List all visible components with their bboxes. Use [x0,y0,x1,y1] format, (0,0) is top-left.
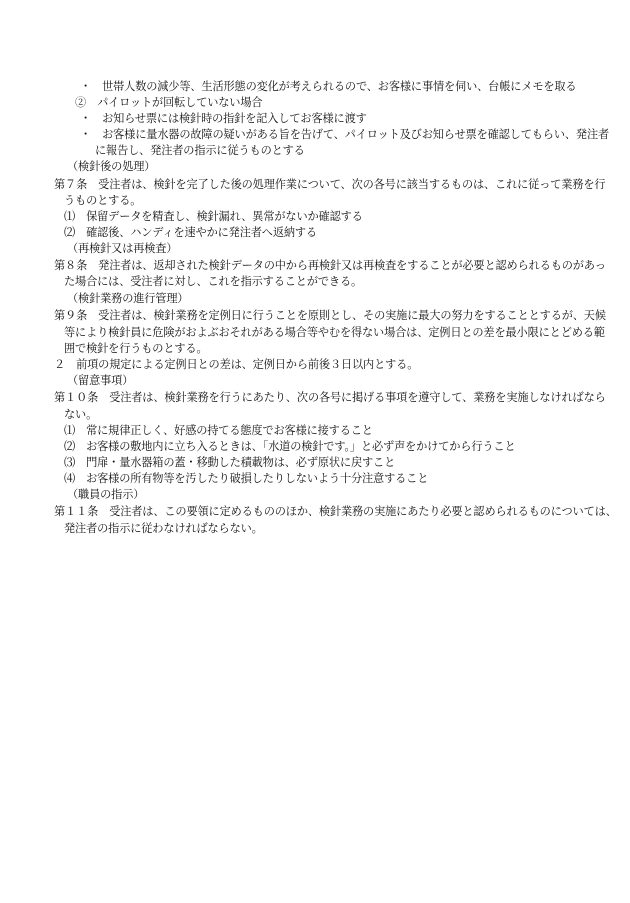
article-9: 第９条 受注者は、検針業務を定例日に行うことを原則とし、その実施に最大の努力をすることとするが、天候 [54,309,606,322]
heading-progress-management: （検針業務の進行管理） [67,292,189,305]
article-10-item-3: ⑶ 門扉・量水器箱の蓋・移動した積載物は、必ず原状に戻すこと [64,456,396,469]
article-10-item-4: ⑷ お客様の所有物等を汚したり破損したりしないよう十分注意すること [64,472,429,485]
heading-after-reading: （検針後の処理） [67,160,156,173]
article-7: 第７条 受注者は、検針を完了した後の処理作業について、次の各号に該当するものは、これに従って業務を行 [54,178,606,191]
article-10-cont: ない。 [64,408,98,421]
article-8-cont: た場合には、受注者に対し、これを指示することができる。 [64,275,363,288]
heading-reinspection: （再検針又は再検査） [67,242,178,255]
article-9-cont-2: 囲で検針を行うものとする。 [64,342,208,355]
article-11: 第１１条 受注者は、この要領に定めるもののほか、検針業務の実施にあたり必要と認められるものについては、 [54,505,617,518]
heading-notes: （留意事項） [67,374,134,387]
article-10: 第１０条 受注者は、検針業務を行うにあたり、次の各号に掲げる事項を遵守して、業務を実施しなければなら [54,391,606,404]
bullet-household-change: ・ 世帯人数の減少等、生活形態の変化が考えられるので、お客様に事情を伺い、台帳にメモを取る [80,80,577,93]
bullet-notice-slip: ・ お知らせ票には検針時の指針を記入してお客様に渡す [80,112,367,125]
article-9-cont-1: 等により検針員に危険がおよぶおそれがある場合等やむを得ない場合は、定例日との差を最小限にとどめる範 [64,326,605,339]
case-pilot-not-rotating: ② パイロットが回転していない場合 [75,96,263,109]
article-7-item-2: ⑵ 確認後、ハンディを速やかに発注者へ返納する [64,226,317,239]
bullet-meter-fault-cont: に報告し、発注者の指示に従うものとする [95,144,305,157]
article-7-cont: うものとする。 [64,194,142,207]
article-10-item-2: ⑵ お客様の敷地内に立ち入るときは、「水道の検針です。」と必ず声をかけてから行うこと [64,440,516,453]
article-11-cont: 発注者の指示に従わなければならない。 [64,522,263,535]
article-7-item-1: ⑴ 保留データを精査し、検針漏れ、異常がないか確認する [64,210,363,223]
heading-staff-instruction: （職員の指示） [67,488,145,501]
article-10-item-1: ⑴ 常に規律正しく、好感の持てる態度でお客様に接すること [64,424,373,437]
article-8: 第８条 発注者は、返却された検針データの中から再検針又は再検査をすることが必要と認められるものがあっ [54,259,606,272]
bullet-meter-fault: ・ お客様に量水器の故障の疑いがある旨を告げて、パイロット及びお知らせ票を確認してもらい、発注者 [80,128,610,141]
article-9-paragraph-2: ２ 前項の規定による定例日との差は、定例日から前後３日以内とする。 [54,358,419,371]
